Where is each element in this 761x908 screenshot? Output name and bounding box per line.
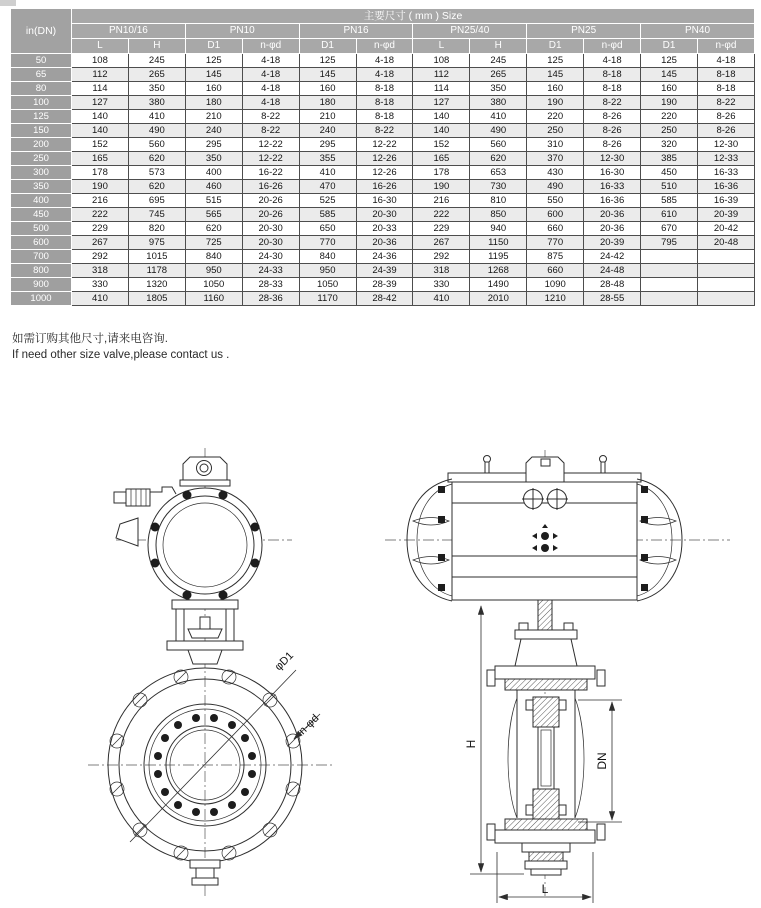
dn-cell: 150 — [11, 124, 72, 138]
column-subheader: L — [72, 39, 129, 54]
dn-cell: 350 — [11, 180, 72, 194]
pn-group-header: PN10 — [185, 24, 299, 39]
size-cell: 653 — [470, 166, 527, 180]
label-dn: DN — [595, 752, 609, 770]
size-cell: 385 — [641, 152, 698, 166]
size-cell: 240 — [299, 124, 356, 138]
size-cell: 190 — [72, 180, 129, 194]
size-cell: 210 — [299, 110, 356, 124]
size-cell: 20-36 — [584, 222, 641, 236]
size-cell: 820 — [128, 222, 185, 236]
size-cell: 350 — [470, 82, 527, 96]
size-cell — [641, 264, 698, 278]
size-cell: 8-26 — [584, 138, 641, 152]
dn-cell: 1000 — [11, 292, 72, 306]
size-cell: 292 — [72, 250, 129, 264]
table-row — [11, 110, 755, 124]
table-row — [11, 96, 755, 110]
size-cell: 20-30 — [242, 222, 299, 236]
size-cell: 125 — [527, 54, 584, 68]
column-subheader: L — [413, 39, 470, 54]
size-cell: 229 — [72, 222, 129, 236]
size-cell: 20-26 — [242, 208, 299, 222]
size-cell: 410 — [413, 292, 470, 306]
size-cell: 370 — [527, 152, 584, 166]
size-cell: 220 — [641, 110, 698, 124]
size-cell: 410 — [470, 110, 527, 124]
size-cell: 250 — [527, 124, 584, 138]
table-row — [11, 68, 755, 82]
size-cell: 4-18 — [242, 96, 299, 110]
size-cell: 267 — [413, 236, 470, 250]
size-cell: 565 — [185, 208, 242, 222]
table-row — [11, 152, 755, 166]
size-cell: 670 — [641, 222, 698, 236]
size-cell: 165 — [72, 152, 129, 166]
table-row — [11, 138, 755, 152]
size-cell: 114 — [413, 82, 470, 96]
dn-cell: 500 — [11, 222, 72, 236]
size-cell — [641, 292, 698, 306]
dn-cell: 700 — [11, 250, 72, 264]
size-cell: 400 — [185, 166, 242, 180]
size-cell: 180 — [299, 96, 356, 110]
size-cell: 180 — [185, 96, 242, 110]
size-cell: 470 — [299, 180, 356, 194]
table-row — [11, 222, 755, 236]
note-chinese: 如需订购其他尺寸,请来电咨询. — [12, 333, 168, 345]
size-cell — [641, 278, 698, 292]
size-cell: 1320 — [128, 278, 185, 292]
size-cell: 210 — [185, 110, 242, 124]
size-cell: 940 — [470, 222, 527, 236]
column-subheader: H — [470, 39, 527, 54]
size-cell: 8-22 — [242, 124, 299, 138]
size-cell — [697, 278, 754, 292]
size-cell: 152 — [72, 138, 129, 152]
size-cell: 8-18 — [356, 82, 413, 96]
size-cell: 620 — [128, 152, 185, 166]
dn-column-header: in(DN) — [11, 9, 72, 54]
size-cell: 8-26 — [697, 124, 754, 138]
size-cell: 1090 — [527, 278, 584, 292]
size-cell: 850 — [470, 208, 527, 222]
size-cell: 8-26 — [697, 110, 754, 124]
size-cell: 430 — [527, 166, 584, 180]
size-cell: 112 — [72, 68, 129, 82]
size-cell: 125 — [185, 54, 242, 68]
size-cell: 16-30 — [584, 166, 641, 180]
size-cell: 4-18 — [697, 54, 754, 68]
size-cell: 8-22 — [584, 96, 641, 110]
size-cell: 4-18 — [242, 54, 299, 68]
size-cell: 222 — [72, 208, 129, 222]
size-cell: 1178 — [128, 264, 185, 278]
size-cell: 292 — [413, 250, 470, 264]
table-row — [11, 54, 755, 68]
footnotes — [12, 331, 229, 363]
size-cell: 4-18 — [242, 68, 299, 82]
size-cell: 810 — [470, 194, 527, 208]
table-row — [11, 250, 755, 264]
size-cell: 267 — [72, 236, 129, 250]
size-cell: 840 — [299, 250, 356, 264]
technical-drawings — [0, 430, 761, 908]
size-cell: 350 — [128, 82, 185, 96]
size-cell: 4-18 — [356, 68, 413, 82]
note-english: If need other size valve,please contact us . — [12, 349, 230, 361]
size-cell: 975 — [128, 236, 185, 250]
pn-group-header: PN25 — [527, 24, 641, 39]
size-cell: 8-18 — [584, 82, 641, 96]
table-row — [11, 180, 755, 194]
size-cell: 20-36 — [356, 236, 413, 250]
column-subheader: D1 — [641, 39, 698, 54]
size-cell: 152 — [413, 138, 470, 152]
label-h: H — [464, 739, 478, 749]
size-cell: 24-39 — [356, 264, 413, 278]
size-cell: 12-22 — [242, 152, 299, 166]
size-cell: 8-22 — [242, 110, 299, 124]
size-cell: 16-33 — [584, 180, 641, 194]
size-cell: 1050 — [299, 278, 356, 292]
size-cell: 1490 — [470, 278, 527, 292]
size-cell: 550 — [527, 194, 584, 208]
size-cell: 745 — [128, 208, 185, 222]
size-cell: 127 — [413, 96, 470, 110]
size-cell: 24-30 — [242, 250, 299, 264]
dn-cell: 80 — [11, 82, 72, 96]
size-cell: 12-30 — [584, 152, 641, 166]
dn-cell: 600 — [11, 236, 72, 250]
size-cell: 1160 — [185, 292, 242, 306]
size-cell: 560 — [128, 138, 185, 152]
size-cell: 12-22 — [356, 138, 413, 152]
title-row — [11, 9, 755, 24]
size-cell: 585 — [299, 208, 356, 222]
size-cell: 28-36 — [242, 292, 299, 306]
size-cell: 950 — [299, 264, 356, 278]
size-cell: 380 — [128, 96, 185, 110]
size-table — [10, 8, 755, 306]
size-cell: 1195 — [470, 250, 527, 264]
page-corner-artifact — [0, 0, 16, 6]
size-cell: 355 — [299, 152, 356, 166]
table-row — [11, 166, 755, 180]
table-row — [11, 124, 755, 138]
dn-cell: 100 — [11, 96, 72, 110]
size-cell: 165 — [413, 152, 470, 166]
size-cell: 725 — [185, 236, 242, 250]
size-cell: 140 — [413, 124, 470, 138]
side-tab — [116, 518, 138, 546]
subheader-row — [11, 39, 755, 54]
size-cell: 222 — [413, 208, 470, 222]
size-cell: 8-26 — [584, 110, 641, 124]
size-cell: 8-26 — [584, 124, 641, 138]
size-cell: 16-33 — [697, 166, 754, 180]
size-cell: 770 — [299, 236, 356, 250]
size-cell: 265 — [128, 68, 185, 82]
actuator-end-view — [114, 457, 262, 602]
size-cell: 660 — [527, 222, 584, 236]
size-cell: 730 — [470, 180, 527, 194]
size-cell: 125 — [641, 54, 698, 68]
size-cell: 114 — [72, 82, 129, 96]
size-cell: 140 — [413, 110, 470, 124]
size-cell: 20-36 — [584, 208, 641, 222]
size-cell: 8-18 — [356, 110, 413, 124]
size-cell: 16-26 — [356, 180, 413, 194]
size-cell: 24-36 — [356, 250, 413, 264]
size-cell: 795 — [641, 236, 698, 250]
size-cell: 410 — [72, 292, 129, 306]
size-cell: 28-48 — [584, 278, 641, 292]
size-cell: 20-30 — [242, 236, 299, 250]
size-cell: 145 — [527, 68, 584, 82]
dn-cell: 450 — [11, 208, 72, 222]
size-cell: 190 — [641, 96, 698, 110]
size-cell — [697, 264, 754, 278]
size-cell: 220 — [527, 110, 584, 124]
size-cell: 145 — [641, 68, 698, 82]
pn-group-header: PN25/40 — [413, 24, 527, 39]
size-cell: 490 — [527, 180, 584, 194]
size-cell: 16-36 — [584, 194, 641, 208]
table-row — [11, 208, 755, 222]
size-cell: 770 — [527, 236, 584, 250]
table-body — [11, 54, 755, 306]
size-cell: 1050 — [185, 278, 242, 292]
size-cell: 108 — [413, 54, 470, 68]
column-subheader: n-φd — [697, 39, 754, 54]
size-cell: 240 — [185, 124, 242, 138]
column-subheader: n-φd — [242, 39, 299, 54]
valve-flange-face — [108, 650, 321, 885]
label-l: L — [541, 882, 549, 896]
size-cell: 108 — [72, 54, 129, 68]
size-cell: 318 — [72, 264, 129, 278]
column-subheader: H — [128, 39, 185, 54]
size-cell: 310 — [527, 138, 584, 152]
size-cell: 490 — [470, 124, 527, 138]
size-cell: 950 — [185, 264, 242, 278]
size-cell: 16-36 — [697, 180, 754, 194]
size-cell: 8-18 — [697, 68, 754, 82]
size-cell: 1268 — [470, 264, 527, 278]
size-cell: 1805 — [128, 292, 185, 306]
dn-cell: 65 — [11, 68, 72, 82]
size-cell: 460 — [185, 180, 242, 194]
size-cell: 178 — [72, 166, 129, 180]
size-cell: 510 — [641, 180, 698, 194]
size-cell — [697, 250, 754, 264]
dn-cell: 800 — [11, 264, 72, 278]
front-view-drawing — [88, 448, 335, 898]
size-cell: 140 — [72, 124, 129, 138]
dn-cell: 50 — [11, 54, 72, 68]
size-cell: 12-22 — [242, 138, 299, 152]
size-cell: 450 — [641, 166, 698, 180]
size-cell: 320 — [641, 138, 698, 152]
column-subheader: n-φd — [356, 39, 413, 54]
size-cell: 330 — [72, 278, 129, 292]
column-subheader: n-φd — [584, 39, 641, 54]
size-cell: 20-26 — [242, 194, 299, 208]
size-cell: 28-39 — [356, 278, 413, 292]
size-cell: 1210 — [527, 292, 584, 306]
size-cell: 525 — [299, 194, 356, 208]
size-cell: 24-42 — [584, 250, 641, 264]
table-row — [11, 194, 755, 208]
size-cell: 12-30 — [697, 138, 754, 152]
size-cell: 695 — [128, 194, 185, 208]
size-cell: 20-42 — [697, 222, 754, 236]
valve-body-section — [487, 600, 605, 875]
size-cell: 229 — [413, 222, 470, 236]
size-cell: 20-48 — [697, 236, 754, 250]
size-cell: 620 — [128, 180, 185, 194]
size-cell: 160 — [527, 82, 584, 96]
size-cell: 245 — [128, 54, 185, 68]
pn-group-header: PN10/16 — [72, 24, 186, 39]
size-cell: 16-22 — [242, 166, 299, 180]
size-cell: 8-18 — [584, 68, 641, 82]
size-cell: 295 — [185, 138, 242, 152]
size-cell: 16-39 — [697, 194, 754, 208]
pn-group-header: PN16 — [299, 24, 413, 39]
table-row — [11, 278, 755, 292]
table-row — [11, 82, 755, 96]
size-cell: 840 — [185, 250, 242, 264]
size-cell: 20-30 — [356, 208, 413, 222]
size-cell: 16-26 — [242, 180, 299, 194]
size-cell — [641, 250, 698, 264]
size-cell: 160 — [185, 82, 242, 96]
size-cell: 178 — [413, 166, 470, 180]
size-cell: 24-33 — [242, 264, 299, 278]
size-cell: 660 — [527, 264, 584, 278]
dn-cell: 900 — [11, 278, 72, 292]
size-cell: 4-18 — [584, 54, 641, 68]
table-title: 主要尺寸 ( mm ) Size — [72, 9, 755, 24]
size-cell: 610 — [641, 208, 698, 222]
dn-cell: 200 — [11, 138, 72, 152]
label-phi-d1: φD1 — [272, 649, 297, 674]
size-cell: 216 — [413, 194, 470, 208]
dn-cell: 125 — [11, 110, 72, 124]
size-cell: 12-26 — [356, 166, 413, 180]
size-cell: 28-42 — [356, 292, 413, 306]
dn-cell: 300 — [11, 166, 72, 180]
size-cell: 16-30 — [356, 194, 413, 208]
size-cell: 20-39 — [584, 236, 641, 250]
size-cell: 160 — [299, 82, 356, 96]
size-cell: 1015 — [128, 250, 185, 264]
side-view-drawing — [385, 450, 730, 903]
size-cell: 410 — [299, 166, 356, 180]
size-cell: 1150 — [470, 236, 527, 250]
size-cell: 28-33 — [242, 278, 299, 292]
column-subheader: D1 — [299, 39, 356, 54]
size-cell: 490 — [128, 124, 185, 138]
table-row — [11, 264, 755, 278]
size-cell: 12-33 — [697, 152, 754, 166]
dn-cell: 400 — [11, 194, 72, 208]
size-cell: 127 — [72, 96, 129, 110]
size-cell: 190 — [527, 96, 584, 110]
dimension-dn — [578, 700, 622, 822]
size-cell: 245 — [470, 54, 527, 68]
size-cell: 875 — [527, 250, 584, 264]
size-cell: 410 — [128, 110, 185, 124]
size-cell: 620 — [470, 152, 527, 166]
size-cell: 140 — [72, 110, 129, 124]
dn-cell: 250 — [11, 152, 72, 166]
size-cell: 8-22 — [356, 124, 413, 138]
size-cell: 160 — [641, 82, 698, 96]
size-cell: 350 — [185, 152, 242, 166]
size-cell: 265 — [470, 68, 527, 82]
size-cell: 250 — [641, 124, 698, 138]
size-cell: 295 — [299, 138, 356, 152]
size-cell: 12-26 — [356, 152, 413, 166]
size-cell: 8-22 — [697, 96, 754, 110]
size-cell: 515 — [185, 194, 242, 208]
size-cell: 380 — [470, 96, 527, 110]
table-row — [11, 292, 755, 306]
size-cell: 190 — [413, 180, 470, 194]
size-cell: 20-39 — [697, 208, 754, 222]
size-cell: 20-33 — [356, 222, 413, 236]
size-cell — [697, 292, 754, 306]
size-cell: 4-18 — [356, 54, 413, 68]
size-cell: 620 — [185, 222, 242, 236]
size-cell: 125 — [299, 54, 356, 68]
size-cell: 2010 — [470, 292, 527, 306]
size-cell: 330 — [413, 278, 470, 292]
pneumatic-actuator — [407, 456, 682, 602]
column-subheader: D1 — [527, 39, 584, 54]
size-cell: 585 — [641, 194, 698, 208]
table-row — [11, 236, 755, 250]
column-subheader: D1 — [185, 39, 242, 54]
size-cell: 1170 — [299, 292, 356, 306]
size-cell: 145 — [299, 68, 356, 82]
size-cell: 600 — [527, 208, 584, 222]
table-header — [11, 9, 755, 54]
size-cell: 318 — [413, 264, 470, 278]
size-cell: 560 — [470, 138, 527, 152]
size-cell: 4-18 — [242, 82, 299, 96]
size-cell: 8-18 — [356, 96, 413, 110]
size-cell: 112 — [413, 68, 470, 82]
size-cell: 216 — [72, 194, 129, 208]
size-cell: 8-18 — [697, 82, 754, 96]
size-cell: 28-55 — [584, 292, 641, 306]
pn-group-header: PN40 — [641, 24, 755, 39]
size-cell: 24-48 — [584, 264, 641, 278]
label-n-phi-d: n-φd — [296, 712, 322, 738]
size-cell: 650 — [299, 222, 356, 236]
size-cell: 145 — [185, 68, 242, 82]
pn-group-row — [11, 24, 755, 39]
size-cell: 573 — [128, 166, 185, 180]
